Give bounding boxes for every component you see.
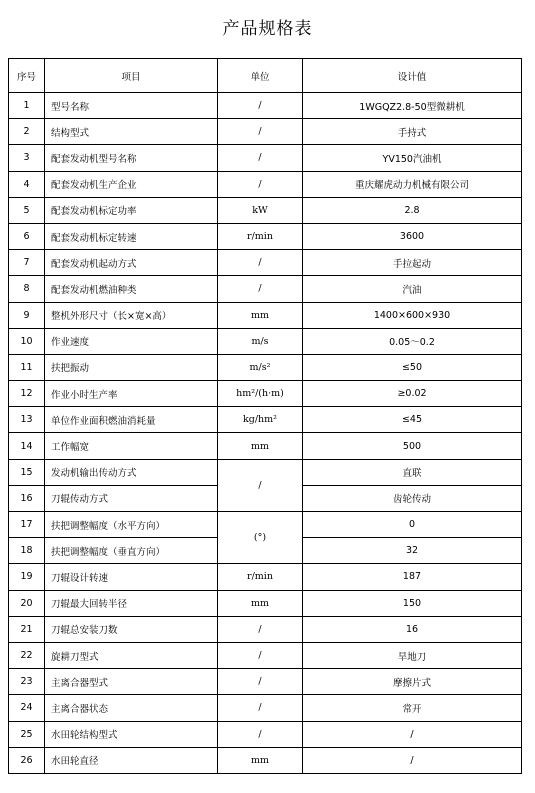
row-number: 8 bbox=[9, 276, 45, 302]
row-unit: / bbox=[218, 669, 303, 695]
row-value: 500 bbox=[303, 433, 522, 459]
row-unit: / bbox=[218, 695, 303, 721]
row-number: 5 bbox=[9, 197, 45, 223]
row-unit: r/min bbox=[218, 564, 303, 590]
spec-table bbox=[8, 58, 522, 774]
row-value: / bbox=[303, 721, 522, 747]
row-number: 17 bbox=[9, 512, 45, 538]
row-number: 3 bbox=[9, 145, 45, 171]
row-unit: / bbox=[218, 721, 303, 747]
table-row bbox=[9, 276, 522, 302]
row-value: YV150汽油机 bbox=[303, 145, 522, 171]
row-unit: m/s² bbox=[218, 354, 303, 380]
row-value: 1WGQZ2.8-50型微耕机 bbox=[303, 93, 522, 119]
row-unit: kW bbox=[218, 197, 303, 223]
row-unit: / bbox=[218, 642, 303, 668]
table-row bbox=[9, 145, 522, 171]
table-row bbox=[9, 328, 522, 354]
row-number: 25 bbox=[9, 721, 45, 747]
header-no: 序号 bbox=[9, 59, 45, 93]
row-number: 26 bbox=[9, 747, 45, 773]
row-value: 手拉起动 bbox=[303, 250, 522, 276]
row-number: 14 bbox=[9, 433, 45, 459]
row-value: 齿轮传动 bbox=[303, 485, 522, 511]
row-number: 2 bbox=[9, 119, 45, 145]
row-value: 直联 bbox=[303, 459, 522, 485]
row-value: 2.8 bbox=[303, 197, 522, 223]
row-unit: kg/hm² bbox=[218, 407, 303, 433]
row-item: 扶把调整幅度（垂直方向） bbox=[45, 538, 218, 564]
row-item: 水田轮直径 bbox=[45, 747, 218, 773]
row-unit: hm²/(h·m) bbox=[218, 381, 303, 407]
row-number: 4 bbox=[9, 171, 45, 197]
table-row bbox=[9, 407, 522, 433]
table-row bbox=[9, 354, 522, 380]
row-value: / bbox=[303, 747, 522, 773]
row-item: 配套发动机燃油种类 bbox=[45, 276, 218, 302]
row-number: 18 bbox=[9, 538, 45, 564]
table-row bbox=[9, 93, 522, 119]
row-item: 刀辊传动方式 bbox=[45, 485, 218, 511]
header-unit: 单位 bbox=[218, 59, 303, 93]
row-item: 刀辊设计转速 bbox=[45, 564, 218, 590]
row-number: 6 bbox=[9, 223, 45, 249]
row-value: 1400×600×930 bbox=[303, 302, 522, 328]
table-row bbox=[9, 564, 522, 590]
row-unit: mm bbox=[218, 590, 303, 616]
row-unit: m/s bbox=[218, 328, 303, 354]
row-unit: mm bbox=[218, 433, 303, 459]
row-number: 9 bbox=[9, 302, 45, 328]
row-number: 10 bbox=[9, 328, 45, 354]
row-value: 重庆耀虎动力机械有限公司 bbox=[303, 171, 522, 197]
row-unit: (°) bbox=[218, 512, 303, 564]
row-value: ≥0.02 bbox=[303, 381, 522, 407]
row-item: 工作幅宽 bbox=[45, 433, 218, 459]
row-item: 作业小时生产率 bbox=[45, 381, 218, 407]
table-row bbox=[9, 381, 522, 407]
row-number: 16 bbox=[9, 485, 45, 511]
row-item: 配套发动机生产企业 bbox=[45, 171, 218, 197]
row-value: ≤45 bbox=[303, 407, 522, 433]
row-value: 手持式 bbox=[303, 119, 522, 145]
table-row bbox=[9, 119, 522, 145]
row-unit: r/min bbox=[218, 223, 303, 249]
row-item: 刀辊总安装刀数 bbox=[45, 616, 218, 642]
row-item: 单位作业面积燃油消耗量 bbox=[45, 407, 218, 433]
table-row bbox=[9, 250, 522, 276]
row-number: 15 bbox=[9, 459, 45, 485]
table-row bbox=[9, 669, 522, 695]
row-number: 23 bbox=[9, 669, 45, 695]
row-unit: / bbox=[218, 616, 303, 642]
row-item: 发动机输出传动方式 bbox=[45, 459, 218, 485]
row-number: 24 bbox=[9, 695, 45, 721]
table-row bbox=[9, 223, 522, 249]
row-number: 1 bbox=[9, 93, 45, 119]
table-row bbox=[9, 302, 522, 328]
page-title: 产品规格表 bbox=[222, 19, 313, 39]
row-item: 配套发动机标定转速 bbox=[45, 223, 218, 249]
row-item: 旋耕刀型式 bbox=[45, 642, 218, 668]
row-unit: / bbox=[218, 93, 303, 119]
row-value: 3600 bbox=[303, 223, 522, 249]
row-item: 整机外形尺寸（长×宽×高） bbox=[45, 302, 218, 328]
table-row bbox=[9, 197, 522, 223]
row-item: 配套发动机起动方式 bbox=[45, 250, 218, 276]
row-item: 刀辊最大回转半径 bbox=[45, 590, 218, 616]
row-unit: / bbox=[218, 276, 303, 302]
row-unit: / bbox=[218, 171, 303, 197]
row-unit: / bbox=[218, 145, 303, 171]
row-item: 扶把调整幅度（水平方向） bbox=[45, 512, 218, 538]
row-number: 21 bbox=[9, 616, 45, 642]
row-number: 22 bbox=[9, 642, 45, 668]
row-unit: mm bbox=[218, 302, 303, 328]
table-row bbox=[9, 721, 522, 747]
row-number: 7 bbox=[9, 250, 45, 276]
row-value: 汽油 bbox=[303, 276, 522, 302]
table-row bbox=[9, 747, 522, 773]
table-row bbox=[9, 616, 522, 642]
row-value: 32 bbox=[303, 538, 522, 564]
table-row bbox=[9, 695, 522, 721]
row-value: 187 bbox=[303, 564, 522, 590]
table-row bbox=[9, 171, 522, 197]
table-body bbox=[9, 93, 522, 774]
table-row bbox=[9, 590, 522, 616]
row-value: ≤50 bbox=[303, 354, 522, 380]
row-unit: / bbox=[218, 459, 303, 511]
row-number: 19 bbox=[9, 564, 45, 590]
row-value: 常开 bbox=[303, 695, 522, 721]
row-value: 摩擦片式 bbox=[303, 669, 522, 695]
table-row bbox=[9, 459, 522, 485]
row-number: 13 bbox=[9, 407, 45, 433]
row-item: 主离合器型式 bbox=[45, 669, 218, 695]
row-number: 20 bbox=[9, 590, 45, 616]
row-item: 配套发动机标定功率 bbox=[45, 197, 218, 223]
row-value: 旱地刀 bbox=[303, 642, 522, 668]
table-row bbox=[9, 433, 522, 459]
row-item: 水田轮结构型式 bbox=[45, 721, 218, 747]
row-number: 12 bbox=[9, 381, 45, 407]
row-value: 150 bbox=[303, 590, 522, 616]
table-header-row bbox=[9, 59, 522, 93]
row-unit: / bbox=[218, 250, 303, 276]
row-unit: mm bbox=[218, 747, 303, 773]
row-item: 型号名称 bbox=[45, 93, 218, 119]
row-value: 16 bbox=[303, 616, 522, 642]
table-row bbox=[9, 512, 522, 538]
row-item: 扶把振动 bbox=[45, 354, 218, 380]
row-value: 0.05～0.2 bbox=[303, 328, 522, 354]
row-value: 0 bbox=[303, 512, 522, 538]
table-row bbox=[9, 642, 522, 668]
header-item: 项目 bbox=[45, 59, 218, 93]
row-item: 配套发动机型号名称 bbox=[45, 145, 218, 171]
row-item: 主离合器状态 bbox=[45, 695, 218, 721]
header-value: 设计值 bbox=[303, 59, 522, 93]
row-unit: / bbox=[218, 119, 303, 145]
row-item: 结构型式 bbox=[45, 119, 218, 145]
row-number: 11 bbox=[9, 354, 45, 380]
row-item: 作业速度 bbox=[45, 328, 218, 354]
